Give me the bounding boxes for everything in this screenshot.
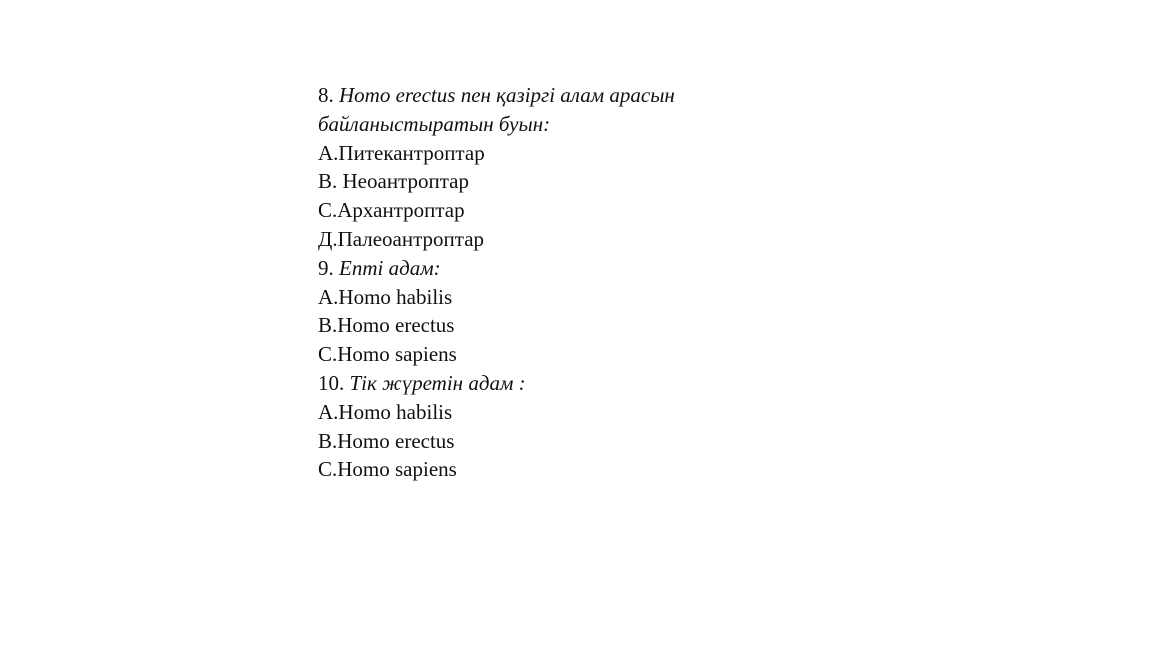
- question-number: 10.: [318, 370, 345, 395]
- question-prompt: Епті адам:: [339, 255, 441, 280]
- answer-option: B.Homo erectus: [318, 313, 455, 338]
- quiz-text-block: [318, 81, 798, 484]
- answer-option: С.Архантроптар: [318, 198, 465, 223]
- answer-option: C.Homo sapiens: [318, 457, 457, 482]
- question-9-heading: [318, 254, 798, 283]
- question-8-heading: [318, 81, 798, 110]
- answer-option: В. Неоантроптар: [318, 169, 469, 194]
- question-number: 8.: [318, 83, 334, 107]
- answer-option: А.Питекантроптар: [318, 140, 485, 165]
- answer-option: C.Homo sapiens: [318, 342, 457, 367]
- question-prompt: Homo erectus пен қазіргі алам арасын: [339, 83, 675, 107]
- answer-option: B.Homo erectus: [318, 428, 455, 453]
- question-prompt: Тік жүретін адам :: [349, 370, 526, 395]
- question-10-heading: [318, 369, 798, 398]
- question-prompt-continued: байланыстыратын буын:: [318, 111, 551, 136]
- answer-option: A.Homo habilis: [318, 399, 453, 424]
- answer-option: Д.Палеоантроптар: [318, 226, 485, 251]
- question-number: 9.: [318, 255, 334, 280]
- answer-option: A.Homo habilis: [318, 284, 453, 309]
